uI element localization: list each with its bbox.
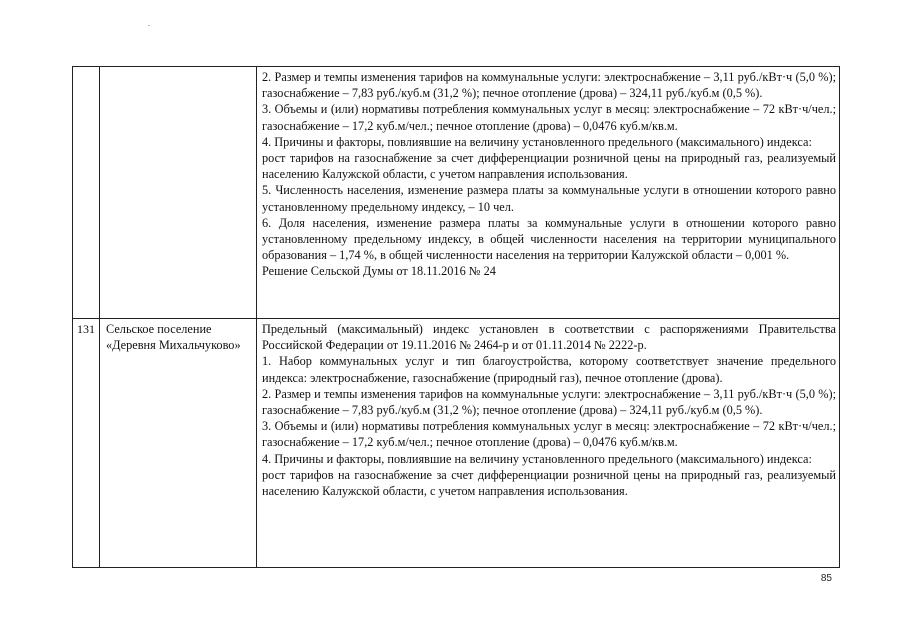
municipality-name-cell (100, 67, 257, 319)
paragraph: 1. Набор коммунальных услуг и тип благоустройства, которому соответствует значение предельного индекса: электроснабжение, газоснабжение (природный газ), печное отопление (дрова). (262, 354, 836, 385)
row-number-cell (73, 67, 100, 319)
index-details-cell (257, 67, 840, 319)
paragraph: 3. Объемы и (или) нормативы потребления коммунальных услуг в месяц: электроснабжение – 72 кВт·ч/чел.; газоснабжение – 17,2 куб.м/чел.; печное отопление (дрова) – 0,0476 куб.м/кв.м. (262, 102, 836, 133)
paragraph: 6. Доля населения, изменение размера платы за коммунальные услуги в отношении которого равно установленному предельному индексу, в общей численности населения на территории муниципального образования – 1,74 %, в общей численности населения на территории Калужской области – 0,001 %. (262, 215, 836, 263)
paragraph: Предельный (максимальный) индекс установлен в соответствии с распоряжениями Правительства Российской Федерации от 19.11.2016 № 2464-р и от 01.11.2014 № 2222-р. (262, 322, 836, 353)
paragraph: 4. Причины и факторы, повлиявшие на величину установленного предельного (максимального) индекса: (262, 134, 812, 149)
paragraph: 5. Численность населения, изменение размера платы за коммунальные услуги в отношении которого равно установленному предельному индексу, – 10 чел. (262, 183, 836, 214)
paragraph: рост тарифов на газоснабжение за счет дифференциации розничной цены на природный газ, реализуемый населению Калужской области, с учетом направления использования. (262, 467, 836, 499)
paragraph: 2. Размер и темпы изменения тарифов на коммунальные услуги: электроснабжение – 3,11 руб./кВт·ч (5,0 %); газоснабжение – 7,83 руб./куб.м (31,2 %); печное отопление (дрова) – 324,11 руб./куб.м (0,5 %). (262, 70, 836, 101)
scan-artifact (148, 25, 150, 26)
table-row (73, 319, 840, 568)
decision-reference: Решение Сельской Думы от 18.11.2016 № 24 (262, 264, 496, 279)
table-row (73, 67, 840, 319)
row-number-cell: 131 (73, 319, 100, 568)
index-details-cell (257, 319, 840, 568)
page-number: 85 (820, 573, 832, 584)
paragraph: рост тарифов на газоснабжение за счет дифференциации розничной цены на природный газ, реализуемый населению Калужской области, с учетом направления использования. (262, 151, 836, 182)
paragraph: 3. Объемы и (или) нормативы потребления коммунальных услуг в месяц: электроснабжение – 72 кВт·ч/чел.; газоснабжение – 17,2 куб.м/чел.; печное отопление (дрова) – 0,0476 куб.м/кв.м. (262, 419, 836, 450)
tariff-table (72, 66, 840, 568)
paragraph: 2. Размер и темпы изменения тарифов на коммунальные услуги: электроснабжение – 3,11 руб./кВт·ч (5,0 %); газоснабжение – 7,83 руб./куб.м (31,2 %); печное отопление (дрова) – 324,11 руб./куб.м (0,5 %). (262, 386, 836, 418)
municipality-name-cell: Сельское поселение «Деревня Михальчуково» (100, 319, 257, 568)
paragraph: 4. Причины и факторы, повлиявшие на величину установленного предельного (максимального) индекса: (262, 451, 812, 466)
